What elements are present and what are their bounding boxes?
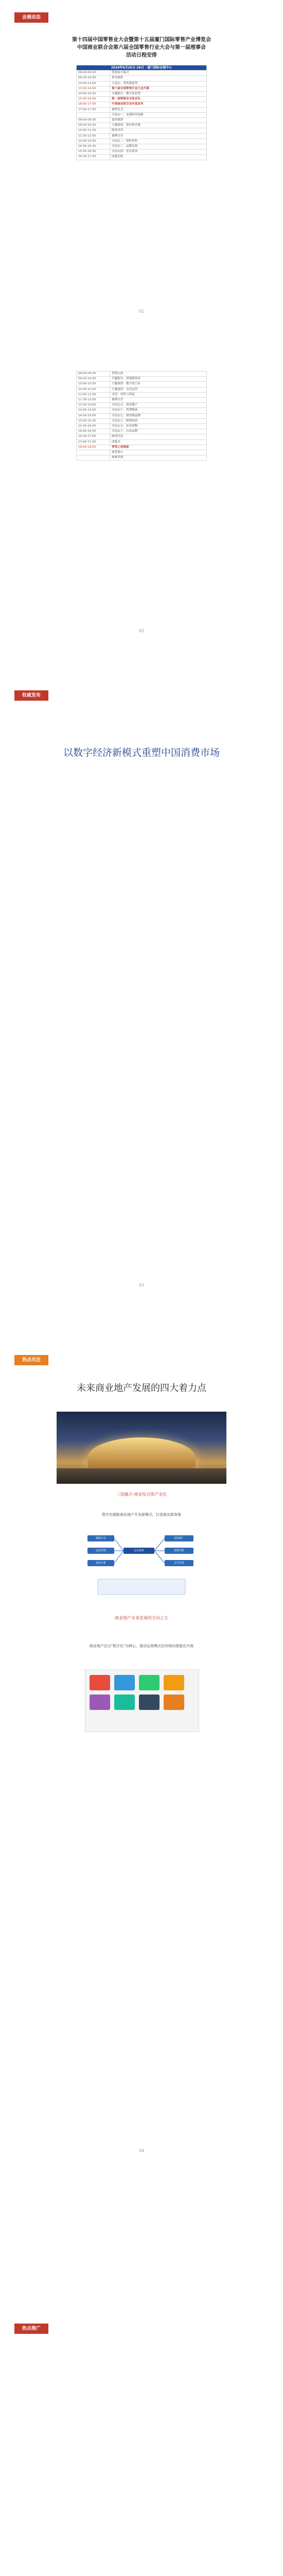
schedule-item: 主题演讲：供应链升级	[110, 123, 207, 128]
schedule-row	[77, 398, 207, 403]
schedule-time: 09:30-10:00	[77, 76, 110, 81]
schedule-item: 主题演讲：数字化门店	[110, 382, 207, 387]
schedule-item: 分论坛一：连锁经营创新	[110, 112, 207, 117]
schedule-item: 对话：零售与科技	[110, 392, 207, 397]
schedule-row	[77, 382, 207, 387]
schedule-item: 分论坛十：自有品牌	[110, 429, 207, 434]
schedule-item: 分论坛七：新消费品牌	[110, 413, 207, 418]
schedule-time: 14:30-15:00	[77, 413, 110, 418]
schedule-row	[77, 102, 207, 107]
schedule-time: 13:30-14:00	[77, 403, 110, 408]
schedule-time: 15:30-16:00	[77, 424, 110, 429]
mall-building	[87, 1437, 196, 1468]
system-diagram	[87, 1530, 196, 1602]
schedule-item: 签到入场	[110, 371, 207, 377]
section-promotion	[0, 2210, 283, 2576]
schedule-row	[77, 413, 207, 418]
diagram-connectors	[87, 1530, 196, 1602]
schedule-time: 11:30-12:00	[77, 398, 110, 403]
schedule-row	[77, 377, 207, 382]
schedule-time: 18:00-19:00	[77, 445, 110, 450]
schedule-item: 嘉宾致辞	[110, 118, 207, 123]
diagram-box: 客流分析	[87, 1560, 114, 1566]
dashboard-tile	[114, 1675, 135, 1690]
dashboard-tile	[90, 1694, 110, 1710]
section-tag: 热点关注	[14, 1355, 48, 1365]
schedule-item: 第一届理事会全体会议	[110, 97, 207, 102]
schedule-item: 闭幕总结	[110, 155, 207, 160]
section-schedule-1	[0, 0, 283, 340]
diagram-box: 智能导航	[165, 1548, 193, 1554]
schedule-item: 第六届全国零售行业大会开幕	[110, 86, 207, 91]
schedule-item: 签到及开幕式	[110, 71, 207, 76]
schedule-day-label: 2024年6月25日-26日 · 厦门国际会展中心	[77, 65, 207, 71]
schedule-item: 专题报告：消费新场景	[110, 377, 207, 382]
schedule-item: 分论坛五：商业地产	[110, 403, 207, 408]
schedule-time: 16:30-17:30	[77, 155, 110, 160]
mall-photo	[57, 1412, 226, 1484]
schedule-item: 案例分享	[110, 133, 207, 139]
schedule-row	[77, 71, 207, 76]
schedule-item: 中国商业联合会年度发布	[110, 102, 207, 107]
schedule-time: 14:00-15:30	[77, 92, 110, 97]
schedule-row	[77, 434, 207, 439]
schedule-row	[77, 139, 207, 144]
schedule-item: 主题演讲：会员运营	[110, 387, 207, 392]
schedule-item: 展览展示	[110, 450, 207, 455]
schedule-time: 14:30-15:30	[77, 144, 110, 149]
schedule-time	[77, 112, 110, 117]
schedule-row	[77, 144, 207, 149]
schedule-time: 15:00-15:30	[77, 418, 110, 423]
photo-caption: 三馆融合·商业综合体产业化	[116, 1492, 167, 1497]
schedule-time: 17:00-17:30	[77, 107, 110, 112]
page-title: 第十四届中国零售业大会暨第十五届厦门国际零售产业博览会 中国商业联合会第六届全国零售行业大会与第一届理事会 活动日程安排	[72, 37, 211, 58]
schedule-row	[77, 149, 207, 155]
schedule-row	[77, 455, 207, 461]
schedule-row	[77, 86, 207, 91]
schedule-row	[77, 97, 207, 102]
schedule-time	[77, 455, 110, 461]
schedule-item: 分论坛九：社区团购	[110, 424, 207, 429]
schedule-item: 专题报告：数字化转型	[110, 92, 207, 97]
schedule-row	[77, 123, 207, 128]
schedule-row	[77, 92, 207, 97]
schedule-row	[77, 445, 207, 450]
schedule-row	[77, 133, 207, 139]
schedule-item: 圆桌讨论	[110, 434, 207, 439]
section-tag: 热点推广	[14, 2324, 48, 2334]
dashboard-tile	[139, 1675, 160, 1690]
schedule-row	[77, 112, 207, 117]
schedule-item: 领导致辞	[110, 76, 207, 81]
section-hot-topic	[0, 1334, 283, 2210]
dashboard-tile	[164, 1675, 184, 1690]
section-schedule-2	[0, 340, 283, 670]
schedule-row	[77, 128, 207, 133]
schedule-time: 14:00-14:30	[77, 408, 110, 413]
schedule-time: 16:00-16:30	[77, 429, 110, 434]
schedule-row	[77, 408, 207, 413]
page-number: 03	[138, 1283, 145, 1287]
schedule-item: 颁奖仪式	[110, 107, 207, 112]
schedule-time: 10:30-11:30	[77, 128, 110, 133]
page-number: 04	[138, 2148, 145, 2153]
article-headline: 未来商业地产发展的四大着力点	[77, 1383, 206, 1394]
schedule-row	[77, 418, 207, 423]
schedule-time: 15:30-16:00	[77, 97, 110, 102]
dashboard-tile	[139, 1694, 160, 1710]
schedule-row	[77, 76, 207, 81]
diagram-box: 运营管理	[87, 1548, 114, 1554]
schedule-time: 09:00-09:30	[77, 71, 110, 76]
diagram-box: 会员体系	[123, 1548, 154, 1554]
schedule-item: 参观考察	[110, 455, 207, 461]
schedule-row	[77, 155, 207, 160]
schedule-item: 分论坛八：跨境电商	[110, 418, 207, 423]
schedule-row	[77, 450, 207, 455]
schedule-time: 10:30-11:00	[77, 387, 110, 392]
diagram-box: 支付结算	[165, 1560, 193, 1566]
schedule-row	[77, 439, 207, 445]
schedule-item: 圆桌对话	[110, 128, 207, 133]
schedule-row	[77, 403, 207, 408]
page-number: 02	[138, 629, 145, 633]
schedule-time: 16:00-17:00	[77, 102, 110, 107]
schedule-row	[77, 429, 207, 434]
schedule-row	[77, 387, 207, 392]
schedule-time: 13:30-14:30	[77, 139, 110, 144]
schedule-item: 闭幕式	[110, 439, 207, 445]
schedule-time: 11:00-11:30	[77, 392, 110, 397]
schedule-time: 17:00-17:30	[77, 439, 110, 445]
dashboard-tile	[114, 1694, 135, 1710]
schedule-time: 13:30-14:00	[77, 86, 110, 91]
schedule-row	[77, 107, 207, 112]
schedule-row	[77, 371, 207, 377]
schedule-time: 16:30-17:00	[77, 434, 110, 439]
section-authority-release	[0, 670, 283, 1334]
body-paragraph: 商业地产应以"数字化"为核心，推动运营模式由传统向智能化升级	[89, 1644, 194, 1648]
schedule-time	[77, 450, 110, 455]
dashboard-tile	[90, 1675, 110, 1690]
section-tag: 权威发布	[14, 690, 48, 701]
diagram-box: 数据中台	[87, 1535, 114, 1541]
schedule-row	[77, 424, 207, 429]
page-number: 01	[138, 309, 145, 314]
schedule-time: 09:30-10:00	[77, 377, 110, 382]
schedule-row	[77, 81, 207, 86]
schedule-row	[77, 118, 207, 123]
schedule-time: 09:00-09:30	[77, 371, 110, 377]
section-tag: 会展动态	[14, 12, 48, 23]
schedule-table	[76, 65, 207, 160]
schedule-time: 09:30-10:30	[77, 123, 110, 128]
schedule-row	[77, 392, 207, 397]
article-headline: 以数字经济新模式重塑中国消费市场	[63, 747, 220, 758]
dashboard-illustration	[85, 1669, 199, 1732]
schedule-item: 案例分享	[110, 398, 207, 403]
body-paragraph: 数字化赋能商业地产开发新模式，打造商业新高地	[102, 1513, 181, 1517]
schedule-time: 15:30-16:30	[77, 149, 110, 155]
diagram-box: 营销推广	[165, 1535, 193, 1541]
dashboard-tile	[164, 1694, 184, 1710]
schedule-time: 09:00-09:30	[77, 118, 110, 123]
schedule-time: 10:00-12:00	[77, 81, 110, 86]
schedule-time: 10:00-10:30	[77, 382, 110, 387]
schedule-item: 分论坛四：社区商业	[110, 149, 207, 155]
schedule-day-header	[77, 65, 207, 71]
schedule-item: 零售之夜晚宴	[110, 445, 207, 450]
plaza-ground	[57, 1468, 226, 1484]
schedule-item: 分论坛三：品牌出海	[110, 144, 207, 149]
schedule-item: 分论坛六：智慧物流	[110, 408, 207, 413]
schedule-time: 11:30-12:00	[77, 133, 110, 139]
schedule-item: 主论坛：零售新趋势	[110, 81, 207, 86]
diagram-caption: 商业地产未来发展的方向之五	[115, 1616, 168, 1620]
schedule-item: 分论坛二：即时零售	[110, 139, 207, 144]
schedule-table	[76, 371, 207, 461]
